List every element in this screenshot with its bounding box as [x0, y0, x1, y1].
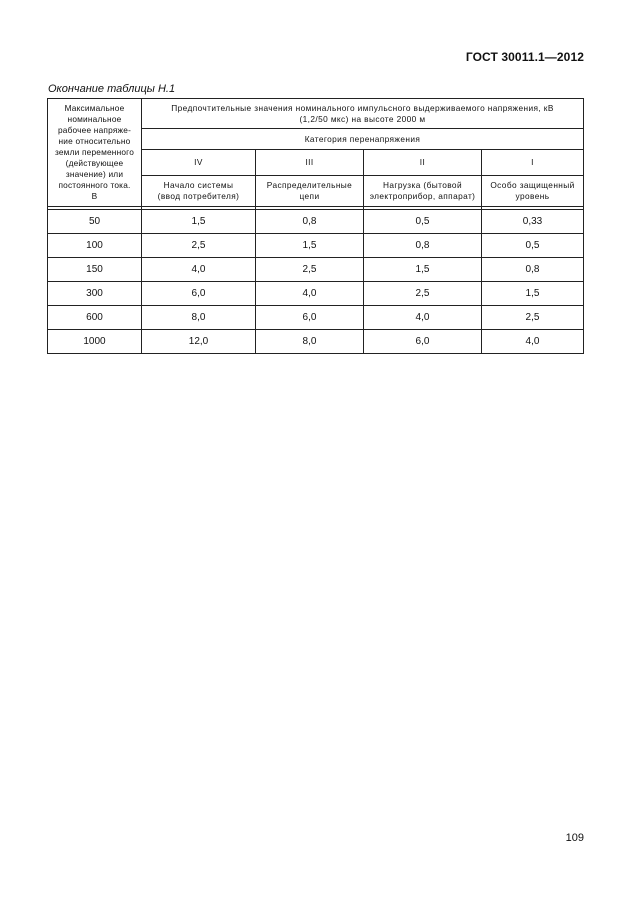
table-caption: Окончание таблицы Н.1	[48, 83, 176, 95]
value-cell: 4,0	[256, 282, 364, 306]
category-desc-line: цепи	[299, 191, 320, 201]
first-col-line: В	[91, 191, 98, 201]
first-col-line: номинальное	[67, 114, 122, 124]
value-cell: 6,0	[256, 306, 364, 330]
first-col-line: (действующее	[65, 158, 124, 168]
main-header	[142, 99, 584, 129]
category-desc-line: Начало системы	[163, 180, 234, 190]
value-cell: 1,5	[482, 282, 584, 306]
table-row	[48, 258, 584, 282]
main-header-line: (1,2/50 мкс) на высоте 2000 м	[299, 113, 426, 124]
value-cell: 1,5	[364, 258, 482, 282]
table-row	[48, 210, 584, 234]
value-cell: 0,33	[482, 210, 584, 234]
value-cell: 1,5	[142, 210, 256, 234]
value-cell: 4,0	[142, 258, 256, 282]
value-cell: 2,5	[256, 258, 364, 282]
table-row	[48, 234, 584, 258]
value-cell: 2,5	[142, 234, 256, 258]
voltage-cell: 1000	[48, 330, 142, 354]
voltage-cell: 150	[48, 258, 142, 282]
category-desc	[482, 176, 584, 207]
first-col-line: постоянного тока.	[58, 180, 131, 190]
main-header-line: Предпочтительные значения номинального импульсного выдерживаемого напряжения, кВ	[171, 102, 554, 113]
value-cell: 0,8	[364, 234, 482, 258]
value-cell: 2,5	[364, 282, 482, 306]
voltage-table	[47, 98, 584, 354]
voltage-cell: 600	[48, 306, 142, 330]
category-roman: I	[482, 150, 584, 176]
category-header: Категория перенапряжения	[142, 129, 584, 150]
first-col-line: рабочее напряже-	[57, 125, 132, 135]
voltage-cell: 100	[48, 234, 142, 258]
first-col-line: значение) или	[65, 169, 124, 179]
category-desc	[142, 176, 256, 207]
voltage-cell: 50	[48, 210, 142, 234]
value-cell: 6,0	[142, 282, 256, 306]
category-desc-line: Распределительные	[266, 180, 353, 190]
category-roman: IV	[142, 150, 256, 176]
category-desc	[364, 176, 482, 207]
category-desc-line: уровень	[515, 191, 550, 201]
value-cell: 12,0	[142, 330, 256, 354]
value-cell: 8,0	[256, 330, 364, 354]
table-row	[48, 330, 584, 354]
value-cell: 0,5	[364, 210, 482, 234]
table-row	[48, 282, 584, 306]
value-cell: 4,0	[364, 306, 482, 330]
category-desc-line: (ввод потребителя)	[157, 191, 240, 201]
value-cell: 4,0	[482, 330, 584, 354]
first-col-line: ние относительно	[58, 136, 131, 146]
category-roman: II	[364, 150, 482, 176]
category-desc-line: электроприбор, аппарат)	[369, 191, 476, 201]
first-col-line: Максимальное	[64, 103, 125, 113]
value-cell: 1,5	[256, 234, 364, 258]
category-roman: III	[256, 150, 364, 176]
standard-code: ГОСТ 30011.1—2012	[465, 50, 584, 64]
first-col-line: земли переменного	[54, 147, 135, 157]
value-cell: 6,0	[364, 330, 482, 354]
value-cell: 0,5	[482, 234, 584, 258]
voltage-cell: 300	[48, 282, 142, 306]
page-number: 109	[565, 832, 584, 844]
category-desc-line: Особо защищенный	[490, 180, 575, 190]
category-desc	[256, 176, 364, 207]
table-row	[48, 306, 584, 330]
first-column-header	[48, 99, 142, 207]
value-cell: 8,0	[142, 306, 256, 330]
value-cell: 0,8	[256, 210, 364, 234]
value-cell: 2,5	[482, 306, 584, 330]
category-desc-line: Нагрузка (бытовой	[382, 180, 462, 190]
value-cell: 0,8	[482, 258, 584, 282]
